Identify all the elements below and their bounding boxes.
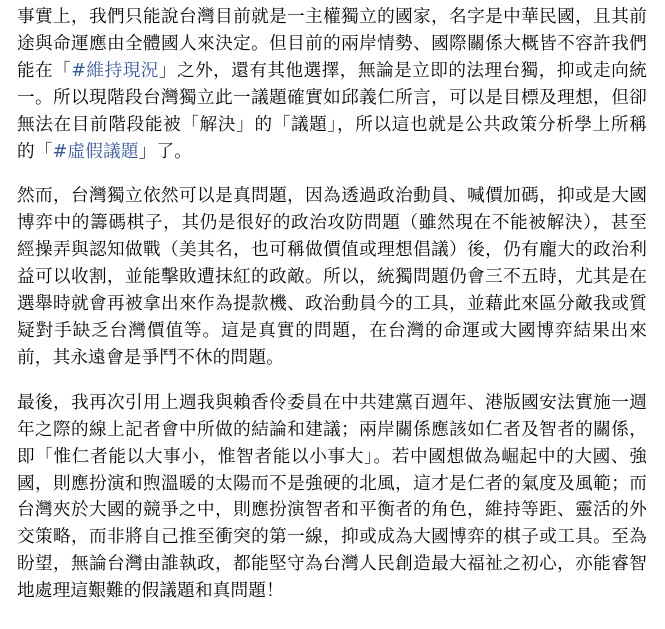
paragraph-text: 然而，台灣獨立依然可以是真問題，因為透過政治動員、喊價加碼，抑或是大國博弈中的籌碼棋子，其仍是很好的政治攻防問題（雖然現在不能被解決），甚至經操弄與認知做戰（美其名，也可稱做價值或理想倡議）後，仍有龐大的政治利益可以收割，並能擊敗遭抹紅的政敵。所以，統獨問題仍會三不五時，尤其是在選舉時就會再被拿出來作為提款機、政治動員今的工具，並藉此來區分敵我或質疑對手缺乏台灣價值等。這是真實的問題，在台灣的命運或大國博弈結果出來前，其永遠會是爭鬥不休的問題。 bbox=[17, 186, 647, 368]
hashtag-link-false-issue[interactable]: #虛假議題 bbox=[52, 141, 139, 162]
paragraph-text: 最後，我再次引用上週我與賴香伶委員在中共建黨百週年、港版國安法實施一週年之際的線上記者會中所做的結論和建議；兩岸關係應該如仁者及智者的關係，即「惟仁者能以大事小，惟智者能以小事大」。若中國想做為崛起中的大國、強國，則應扮演和煦溫暖的太陽而不是強硬的北風，這才是仁者的氣度及風範；而台灣夾於大國的競爭之中，則應扮演智者和平衡者的角色，維持等距、靈活的外交策略，而非將自己推至衝突的第一線，抑或成為大國博弈的棋子或工具。至為盼望，無論台灣由誰執政，都能堅守為台灣人民創造最大福祉之初心，亦能睿智地處理這艱難的假議題和真問題！ bbox=[17, 392, 647, 602]
paragraph-3 bbox=[17, 390, 647, 605]
paragraph-text: 事實上，我們只能說台灣目前就是一主權獨立的國家，名字是中華民國，且其前途與命運應由全體國人來決定。但目前的兩岸情勢、國際關係大概皆不容許我們能在「 bbox=[17, 7, 647, 81]
paragraph-2 bbox=[17, 183, 647, 371]
hashtag-link-maintain-status-quo[interactable]: #維持現況 bbox=[71, 60, 159, 81]
paragraph-1 bbox=[17, 4, 647, 165]
paragraph-text: 」了。 bbox=[138, 141, 193, 162]
paragraph-text: 」之外，還有其他選擇，無論是立即的法理台獨，抑或走向統一。所以現階段台灣獨立此一議題確實如邱義仁所言，可以是目標及理想，但卻無法在目前階段能被「解決」的「議題」，所以這也就是公共政策分析學上所稱的「 bbox=[17, 60, 648, 162]
post-body bbox=[17, 4, 647, 623]
